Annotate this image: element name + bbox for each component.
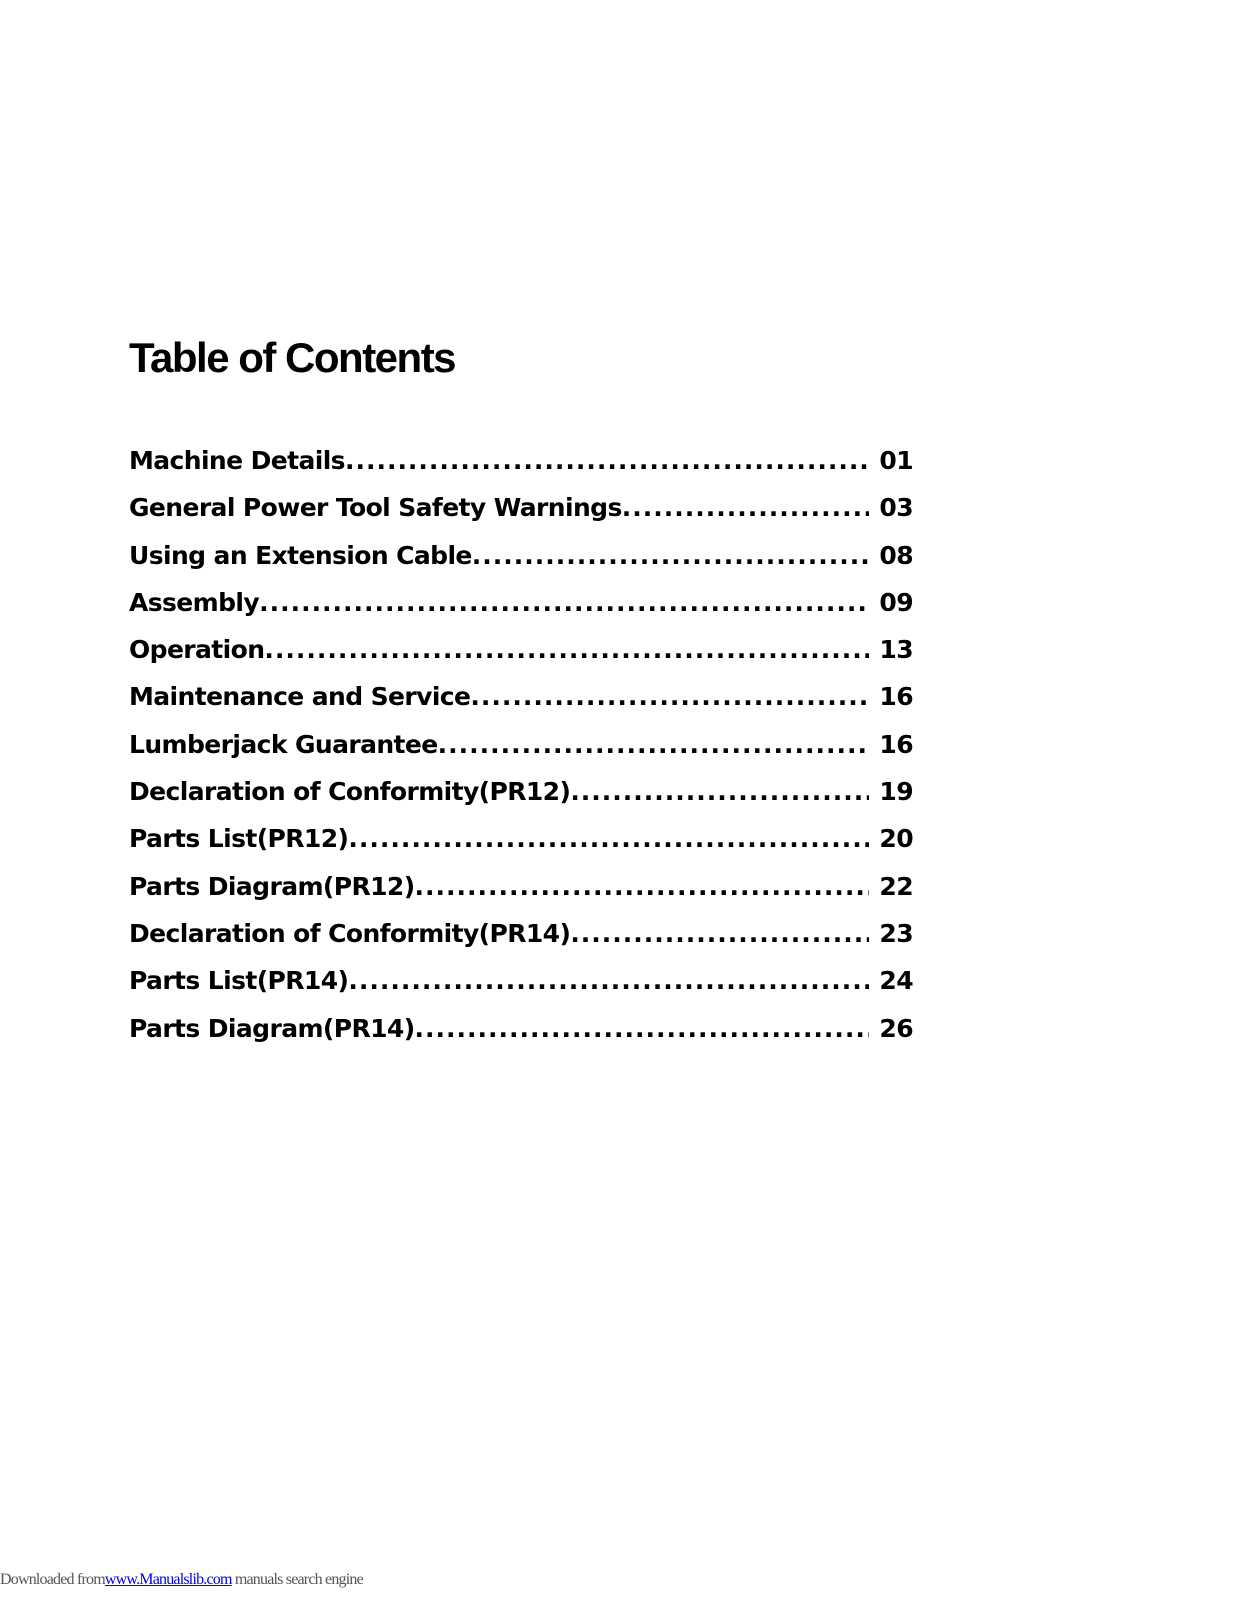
toc-leader-dots [415,1009,869,1049]
toc-entry[interactable] [129,961,913,1008]
toc-leader-dots [472,536,869,576]
toc-entry-page: 24 [879,966,913,996]
toc-entry[interactable] [129,725,913,772]
toc-leader-dots [259,583,869,623]
toc-entry[interactable] [129,536,913,583]
toc-entry-label: Declaration of Conformity(PR12) [129,777,571,807]
toc-entry-label: Parts Diagram(PR12) [129,871,415,901]
toc-entry-page: 08 [879,540,913,570]
toc-entry[interactable] [129,867,913,914]
toc-entry-page: 19 [879,777,913,807]
footer-prefix: Downloaded from [0,1571,105,1588]
toc-entry-label: Parts List(PR12) [129,824,349,854]
toc-entry[interactable] [129,772,913,819]
toc-entry-page: 22 [879,871,913,901]
toc-entry-label: Lumberjack Guarantee [129,729,438,759]
toc-entry-page: 13 [879,635,913,665]
toc-entry-label: Parts Diagram(PR14) [129,1013,415,1043]
toc-entry-label: Declaration of Conformity(PR14) [129,918,571,948]
toc-entry-page: 20 [879,824,913,854]
toc-entry[interactable] [129,488,913,535]
toc-leader-dots [470,677,869,717]
toc-entry-page: 09 [879,587,913,617]
toc-leader-dots [348,819,869,859]
toc-leader-dots [570,772,869,812]
toc-entry[interactable] [129,441,913,488]
toc-leader-dots [438,725,869,765]
toc-leader-dots [264,630,869,670]
page-title: Table of Contents [129,334,456,381]
toc-list [129,441,913,1056]
toc-entry-label: Maintenance and Service [129,682,471,712]
footer-suffix: manuals search engine [231,1571,363,1588]
toc-entry-label: Parts List(PR14) [129,966,349,996]
toc-entry[interactable] [129,677,913,724]
download-footer [0,1571,363,1589]
toc-leader-dots [622,488,869,528]
toc-entry[interactable] [129,583,913,630]
toc-entry-page: 16 [879,729,913,759]
manualslib-link[interactable]: www.Manualslib.com [104,1571,232,1588]
toc-entry-label: General Power Tool Safety Warnings [129,493,622,523]
toc-leader-dots [348,961,869,1001]
toc-leader-dots [345,441,869,481]
toc-entry-page: 03 [879,493,913,523]
toc-entry-page: 16 [879,682,913,712]
toc-entry-label: Assembly [129,587,260,617]
toc-entry-page: 26 [879,1013,913,1043]
toc-leader-dots [415,867,869,907]
toc-entry-page: 01 [879,446,913,475]
toc-leader-dots [570,914,869,954]
toc-entry-page: 23 [879,918,913,948]
toc-entry-label: Operation [129,635,265,665]
toc-entry[interactable] [129,1009,913,1056]
toc-entry-label: Machine Details [129,446,345,475]
toc-entry[interactable] [129,819,913,866]
toc-entry[interactable] [129,914,913,961]
toc-entry[interactable] [129,630,913,677]
toc-entry-label: Using an Extension Cable [129,540,472,570]
